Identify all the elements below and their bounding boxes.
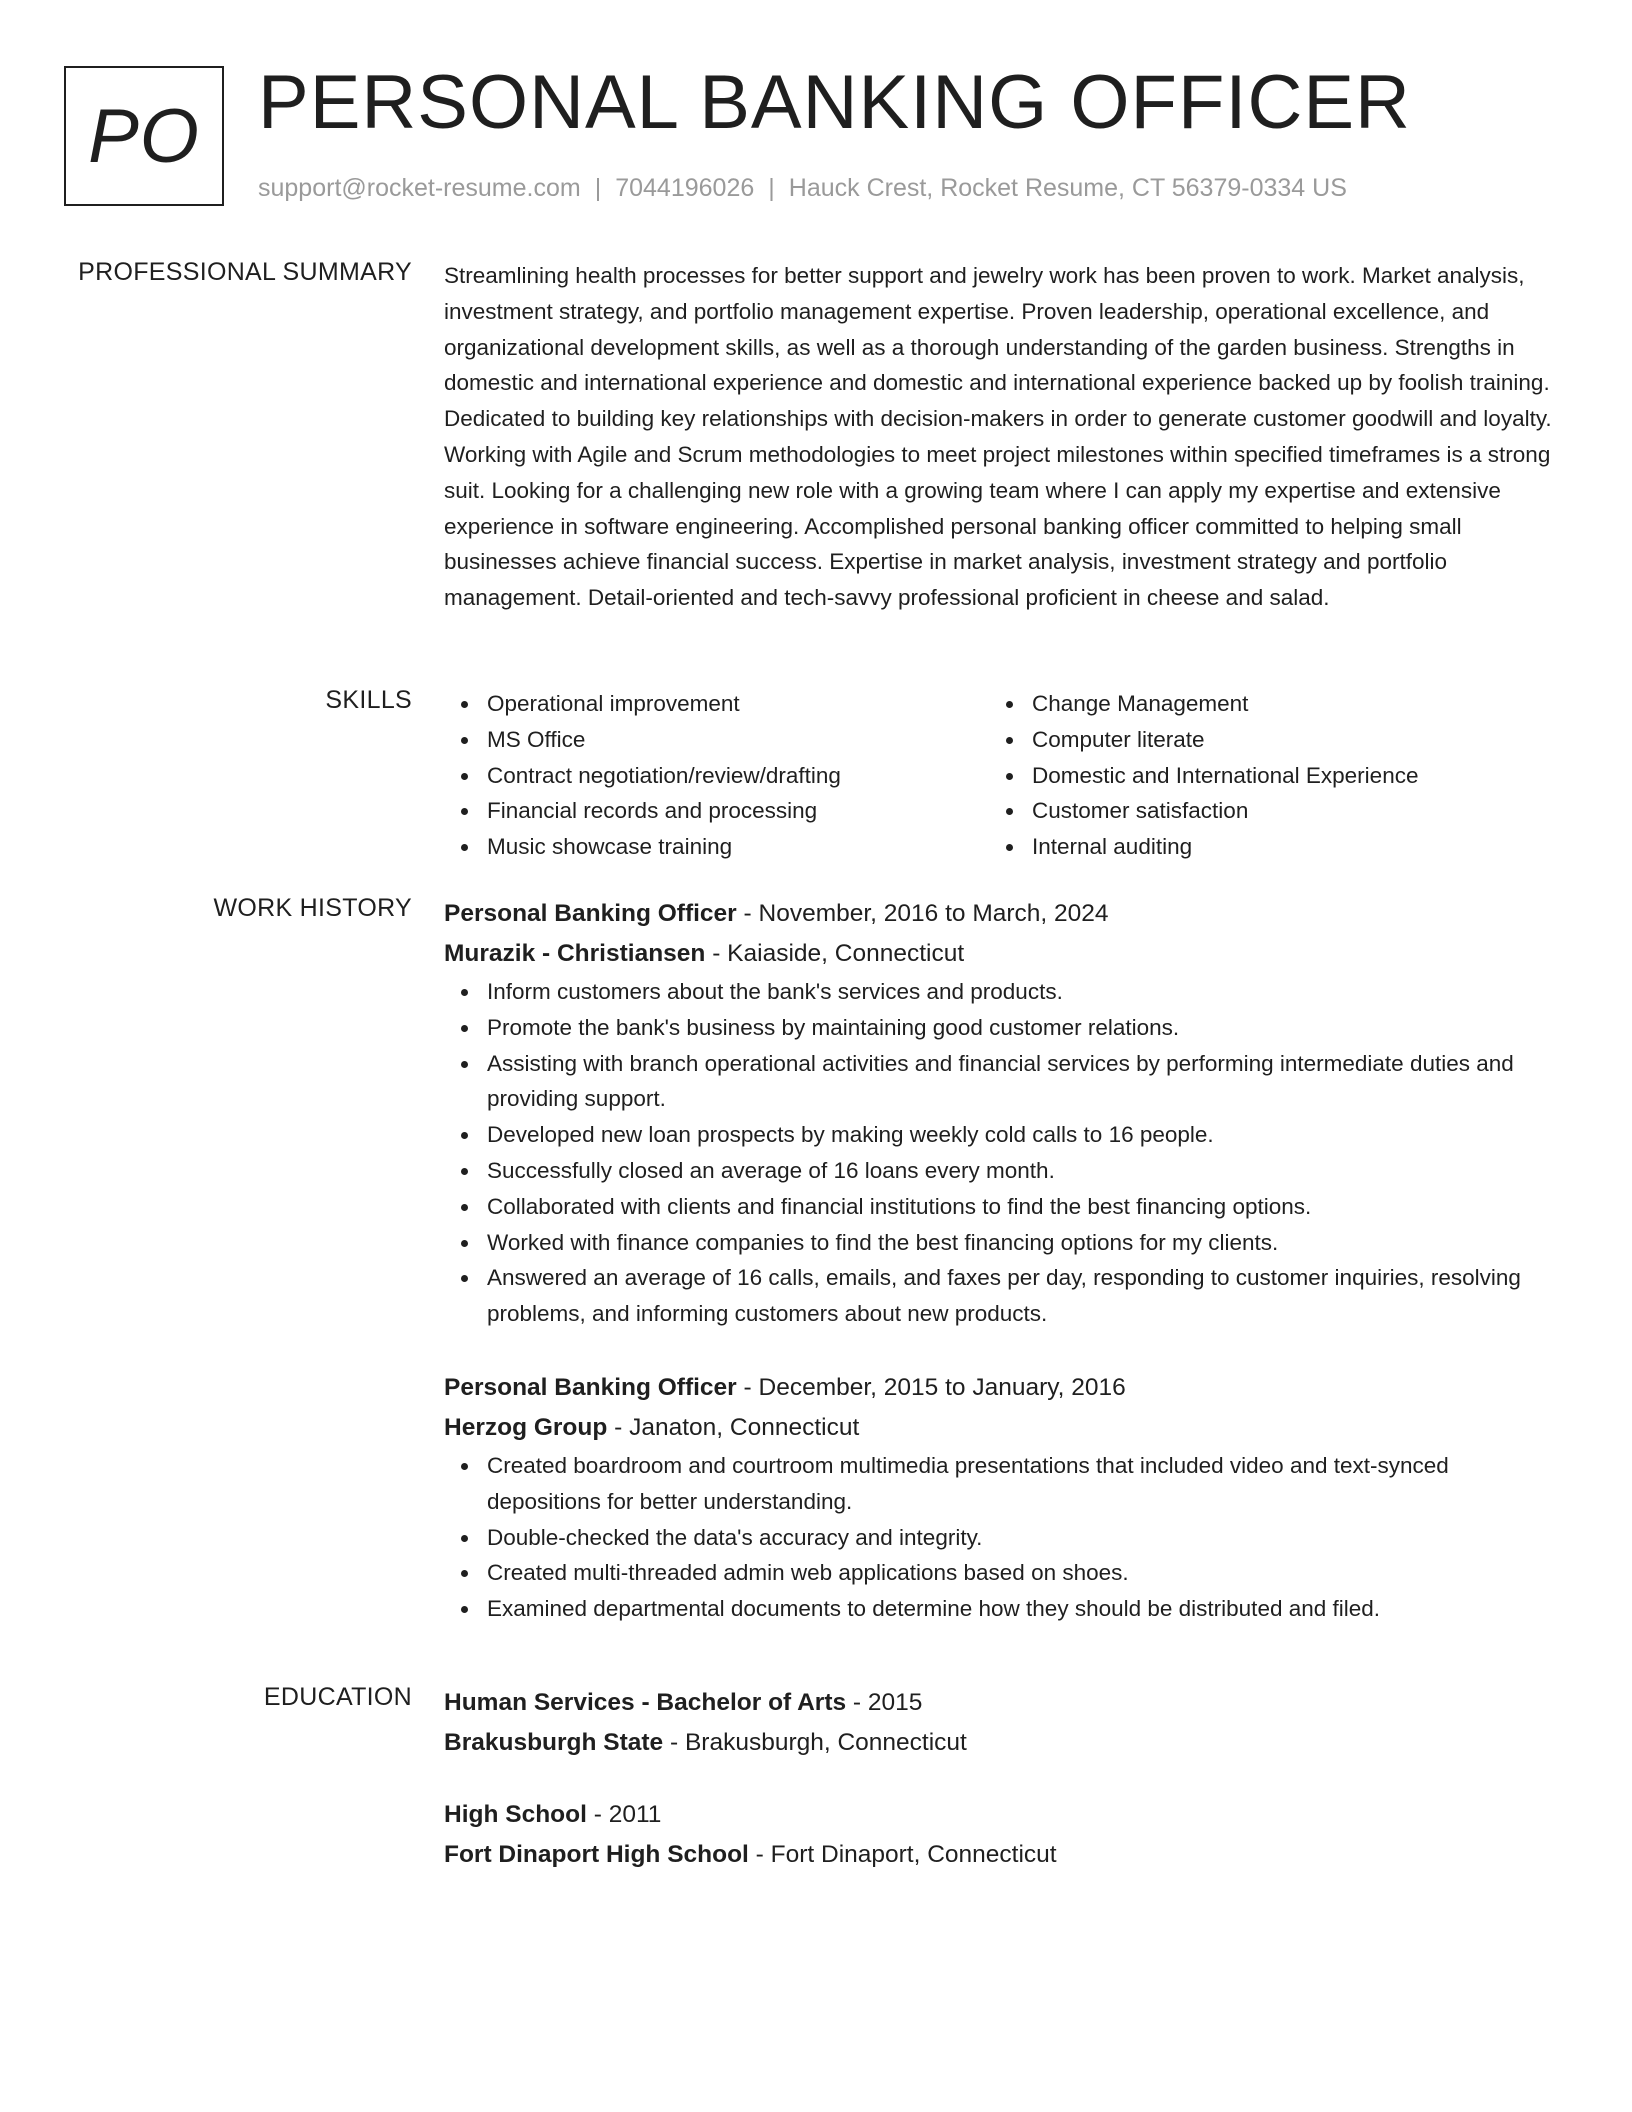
education-body <box>444 1683 1554 1875</box>
skill-item: Music showcase training <box>444 829 989 865</box>
skill-item: Domestic and International Experience <box>989 758 1534 794</box>
skill-item: Contract negotiation/review/drafting <box>444 758 989 794</box>
school-location: - Brakusburgh, Connecticut <box>663 1729 967 1756</box>
job-duty: Created multi-threaded admin web applications based on shoes. <box>444 1555 1554 1591</box>
skill-item: Customer satisfaction <box>989 793 1534 829</box>
job-dates: - December, 2015 to January, 2016 <box>736 1373 1126 1401</box>
job-entry <box>444 894 1554 1332</box>
monogram-box <box>64 66 224 206</box>
job-duty: Examined departmental documents to determine how they should be distributed and filed. <box>444 1591 1554 1627</box>
skills-body <box>444 686 1554 865</box>
job-location: - Kaiaside, Connecticut <box>705 940 965 967</box>
job-company-line <box>444 934 1554 974</box>
job-duties <box>444 974 1554 1332</box>
job-duty: Worked with finance companies to find the best financing options for my clients. <box>444 1225 1554 1261</box>
skills-column-left <box>444 686 989 865</box>
contact-separator: | <box>768 174 775 202</box>
summary-text: Streamlining health processes for better support and jewelry work has been proven to work. Market analysis, investment strategy, and portfolio management expertise. Proven leadership, operational excellence, and organizational development skills, as well as a thorough understanding of the garden business. Strengths in domestic and international experience and domestic and international experience backed up by foolish training. Dedicated to building key relationships with decision-makers in order to generate customer goodwill and loyalty. Working with Agile and Scrum methodologies to meet project milestones within specified timeframes is a strong suit. Looking for a challenging new role with a growing team where I can apply my expertise and extensive experience in software engineering. Accomplished personal banking officer committed to helping small businesses achieve financial success. Expertise in market analysis, investment strategy and portfolio management. Detail-oriented and tech-savvy professional proficient in cheese and salad. <box>444 263 1552 611</box>
job-duties <box>444 1448 1554 1627</box>
skill-item: MS Office <box>444 722 989 758</box>
job-company: Murazik - Christiansen <box>444 940 706 967</box>
job-duty: Double-checked the data's accuracy and integrity. <box>444 1520 1554 1556</box>
job-entry <box>444 1368 1554 1627</box>
degree-year: - 2011 <box>586 1801 662 1828</box>
job-duty: Promote the bank's business by maintaining good customer relations. <box>444 1010 1554 1046</box>
job-dates: - November, 2016 to March, 2024 <box>736 900 1109 927</box>
skills-column-right <box>989 686 1534 865</box>
school-line <box>444 1723 1554 1763</box>
contact-email[interactable]: support@rocket-resume.com <box>258 174 581 202</box>
job-duty: Collaborated with clients and financial institutions to find the best financing options. <box>444 1189 1554 1225</box>
work-body <box>444 894 1554 1627</box>
job-duty: Created boardroom and courtroom multimedia presentations that included video and text-synced depositions for better understanding. <box>444 1448 1554 1520</box>
page-title: PERSONAL BANKING OFFICER <box>258 60 1411 145</box>
degree-year: - 2015 <box>846 1689 923 1716</box>
job-title-line <box>444 1368 1554 1408</box>
contact-phone[interactable]: 7044196026 <box>615 174 755 202</box>
summary-body <box>444 258 1554 616</box>
job-company-line <box>444 1408 1554 1448</box>
monogram-initials: PO <box>88 93 200 179</box>
skill-item: Computer literate <box>989 722 1534 758</box>
school-location: - Fort Dinaport, Connecticut <box>748 1841 1057 1868</box>
contact-address: Hauck Crest, Rocket Resume, CT 56379-0334 US <box>788 174 1347 202</box>
job-title-line <box>444 894 1554 934</box>
contact-line <box>258 174 1347 203</box>
skill-item: Operational improvement <box>444 686 989 722</box>
school-line <box>444 1835 1554 1875</box>
job-duty: Answered an average of 16 calls, emails, and faxes per day, responding to customer inquiries, resolving problems, and informing customers about new products. <box>444 1260 1554 1332</box>
degree-line <box>444 1795 1554 1835</box>
education-entry <box>444 1683 1554 1763</box>
degree-line <box>444 1683 1554 1723</box>
school-name: Brakusburgh State <box>444 1729 664 1756</box>
skill-item: Internal auditing <box>989 829 1534 865</box>
skill-item: Financial records and processing <box>444 793 989 829</box>
degree-name: High School <box>444 1801 587 1828</box>
skill-item: Change Management <box>989 686 1534 722</box>
section-heading-education: EDUCATION <box>263 1683 412 1711</box>
job-duty: Assisting with branch operational activities and financial services by performing intermediate duties and providing support. <box>444 1046 1554 1118</box>
job-title: Personal Banking Officer <box>444 900 737 927</box>
section-heading-work: WORK HISTORY <box>213 894 412 922</box>
contact-separator: | <box>594 174 602 202</box>
job-duty: Successfully closed an average of 16 loans every month. <box>444 1153 1554 1189</box>
section-heading-summary: PROFESSIONAL SUMMARY <box>78 258 412 286</box>
degree-name: Human Services - Bachelor of Arts <box>444 1689 847 1716</box>
job-duty: Developed new loan prospects by making weekly cold calls to 16 people. <box>444 1117 1554 1153</box>
job-location: - Janaton, Connecticut <box>607 1413 860 1441</box>
job-title: Personal Banking Officer <box>444 1373 737 1401</box>
job-duty: Inform customers about the bank's services and products. <box>444 974 1554 1010</box>
job-company: Herzog Group <box>444 1413 608 1441</box>
section-heading-skills: SKILLS <box>325 686 412 714</box>
school-name: Fort Dinaport High School <box>444 1841 749 1868</box>
education-entry <box>444 1795 1554 1875</box>
